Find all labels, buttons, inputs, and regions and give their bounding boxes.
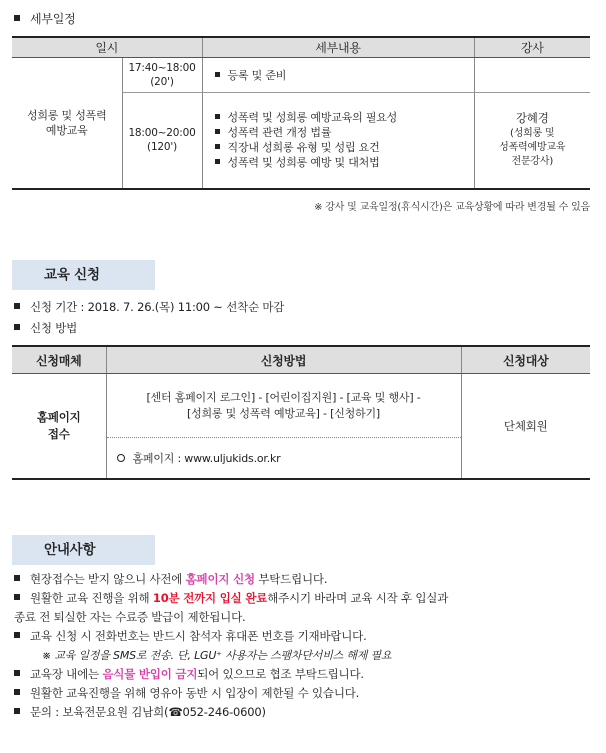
guide-text: 현장접수는 받지 않으니 사전에 (30, 572, 186, 586)
square-bullet-icon (14, 632, 20, 638)
schedule-heading (14, 10, 76, 27)
phone-number[interactable]: ☎052-246-0600 (168, 705, 262, 719)
content-item-text: 성폭력 및 성희롱 예방 및 대처법 (227, 156, 380, 170)
content-item-text: 등록 및 준비 (227, 68, 287, 82)
content-item (215, 110, 474, 125)
homepage-cell (106, 438, 461, 479)
schedule-table (12, 36, 590, 190)
guide-item (14, 703, 594, 722)
apply-medium: 홈페이지 접수 (12, 374, 106, 479)
square-bullet-icon (215, 114, 220, 119)
apply-method-label (14, 320, 77, 336)
time-cell (122, 58, 202, 93)
course-name: 성희롱 및 성폭력 예방교육 (12, 58, 122, 189)
guide-highlight: 음식물 반입이 금지 (102, 667, 198, 681)
guide-text: 되어 있으므로 협조 부탁드립니다. (197, 667, 364, 681)
guide-text: 문의 : 보육전문요원 김남희( (30, 705, 169, 719)
square-bullet-icon (14, 670, 20, 676)
guide-item (14, 684, 594, 703)
schedule-note: ※ 강사 및 교육일정(휴식시간)은 교육상황에 따라 변경될 수 있음 (314, 202, 590, 213)
section-title-guide: 안내사항 (12, 535, 155, 565)
time-duration: (120') (147, 141, 177, 154)
homepage-link[interactable]: 홈페이지 : www.uljukids.or.kr (132, 451, 281, 465)
square-bullet-icon (14, 303, 20, 309)
apply-header-method: 신청방법 (106, 346, 461, 374)
square-bullet-icon (14, 689, 20, 695)
guide-item (14, 589, 594, 627)
square-bullet-icon (14, 15, 20, 21)
instructor-name: 강혜경 (515, 111, 549, 126)
content-cell (202, 93, 474, 189)
instructor-cell-empty (474, 58, 590, 93)
instructor-cell (474, 93, 590, 189)
apply-period (14, 299, 284, 315)
square-bullet-icon (14, 324, 20, 330)
schedule-header-datetime: 일시 (12, 37, 202, 58)
content-item (215, 140, 474, 155)
time-cell (122, 93, 202, 189)
apply-method-text: 신청 방법 (30, 321, 78, 335)
square-bullet-icon (14, 708, 20, 714)
guide-text: 원활한 교육 진행을 위해 (30, 591, 153, 605)
guide-highlight: 홈페이지 신청 (185, 572, 255, 586)
guide-text: 해주시기 바라며 교육 시작 후 입실과 종료 전 퇴실한 자는 수료증 발급이 제한됩니다. (14, 591, 449, 624)
schedule-header-content: 세부내용 (202, 37, 474, 58)
guide-text: 부탁드립니다. (254, 572, 328, 586)
guide-item (14, 627, 594, 646)
content-item-text: 직장내 성희롱 유형 및 성립 요건 (227, 141, 380, 155)
content-item-text: 성폭력 및 성희롱 예방교육의 필요성 (227, 111, 398, 125)
square-bullet-icon (215, 72, 220, 77)
schedule-heading-text: 세부일정 (30, 12, 76, 26)
schedule-header-instructor: 강사 (474, 37, 590, 58)
apply-period-text: 신청 기간 : 2018. 7. 26.(목) 11:00 ~ 선착순 마감 (30, 300, 285, 314)
guide-text: 원활한 교육진행을 위해 영유아 동반 시 입장이 제한될 수 있습니다. (30, 686, 360, 700)
content-item (215, 125, 474, 140)
apply-path: [센터 홈페이지 로그인] - [어린이집지원] - [교육 및 행사] - [성희롱 및 성폭력 예방교육] - [신청하기] (106, 374, 461, 438)
guide-text: 교육장 내에는 (30, 667, 103, 681)
time-range: 18:00~20:00 (128, 127, 196, 140)
guide-text: 교육 신청 시 전화번호는 반드시 참석자 휴대폰 번호를 기재바랍니다. (30, 629, 367, 643)
apply-header-target: 신청대상 (461, 346, 590, 374)
square-bullet-icon (14, 594, 20, 600)
instructor-role: (성희롱 및 성폭력예방교육 전문강사) (499, 128, 566, 168)
square-bullet-icon (14, 575, 20, 581)
content-item (215, 68, 474, 83)
content-item (215, 155, 474, 170)
square-bullet-icon (215, 159, 220, 164)
apply-header-medium: 신청매체 (12, 346, 106, 374)
guide-item (14, 665, 594, 684)
section-title-apply: 교육 신청 (12, 260, 155, 290)
time-duration: (20') (150, 76, 174, 88)
time-range: 17:40~18:00 (128, 62, 196, 74)
guide-highlight: 10분 전까지 입실 완료 (152, 591, 268, 605)
guide-text: ) (261, 705, 266, 719)
circle-bullet-icon (117, 454, 125, 462)
guide-item (14, 570, 594, 589)
guide-list (14, 570, 594, 722)
apply-target: 단체회원 (461, 374, 590, 479)
square-bullet-icon (215, 129, 220, 134)
content-cell (202, 58, 474, 93)
sms-note: ※ 교육 일정을 SMS로 전송. 단, LGU⁺ 사용자는 스팸차단서비스 해제 필요 (42, 649, 392, 662)
apply-table (12, 345, 590, 480)
square-bullet-icon (215, 144, 220, 149)
content-item-text: 성폭력 관련 개정 법률 (227, 126, 332, 140)
